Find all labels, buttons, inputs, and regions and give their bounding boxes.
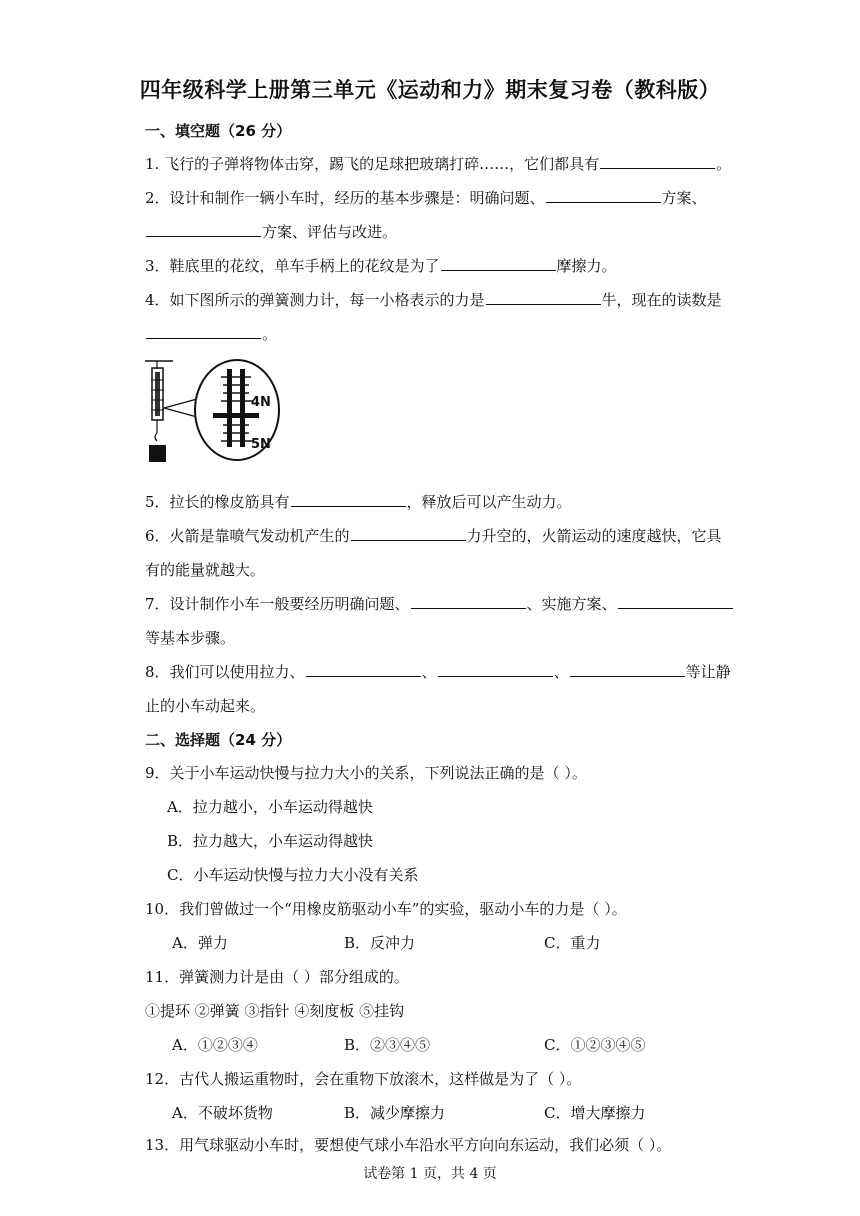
question-12: 12．古代人搬运重物时，会在重物下放滚木，这样做是为了（ ）。 <box>145 1070 582 1088</box>
answer-blank[interactable] <box>146 221 261 237</box>
q8-sep-2: 、 <box>553 663 569 681</box>
answer-blank[interactable] <box>570 661 685 677</box>
q8-text-d: 等让静 <box>685 663 731 681</box>
q4-text-b: 牛，现在的读数是 <box>601 291 722 309</box>
question-3 <box>145 255 617 276</box>
q2-text-b: 方案、 <box>661 189 707 207</box>
answer-blank[interactable] <box>486 289 601 305</box>
question-10: 10．我们曾做过一个“用橡皮筋驱动小车”的实验，驱动小车的力是（ ）。 <box>145 900 627 918</box>
q9-option-c[interactable]: C．小车运动快慢与拉力大小没有关系 <box>167 866 419 884</box>
q3-text: 3．鞋底里的花纹，单车手柄上的花纹是为了 <box>145 257 440 275</box>
question-7-cont <box>145 627 235 648</box>
q6-text-c: 有的能量就越大。 <box>145 561 266 579</box>
question-8 <box>145 661 731 682</box>
q5-end: ，释放后可以产生动力。 <box>406 493 572 511</box>
question-2-cont <box>145 221 397 242</box>
q6-text: 6．火箭是靠喷气发动机产生的 <box>145 527 350 545</box>
question-4 <box>145 289 722 310</box>
q4-text: 4．如下图所示的弹簧测力计，每一小格表示的力是 <box>145 291 485 309</box>
q11-parts: ①提环 ②弹簧 ③指针 ④刻度板 ⑤挂钩 <box>145 1002 405 1020</box>
question-7 <box>145 593 734 614</box>
page-footer: 试卷第 1 页，共 4 页 <box>363 1166 497 1182</box>
q1-text: 1. 飞行的子弹将物体击穿，踢飞的足球把玻璃打碎……，它们都具有 <box>145 155 600 173</box>
q8-text: 8．我们可以使用拉力、 <box>145 663 305 681</box>
question-8-cont <box>145 695 265 716</box>
q10-option-b[interactable]: B．反冲力 <box>344 934 416 952</box>
q9-option-a[interactable]: A．拉力越小，小车运动得越快 <box>167 798 373 816</box>
question-11: 11．弹簧测力计是由（ ）部分组成的。 <box>145 968 409 986</box>
page-title: 四年级科学上册第三单元《运动和力》期末复习卷（教科版） <box>139 78 721 102</box>
label-5n: 5N <box>251 437 271 452</box>
spring-scale-figure <box>143 355 283 471</box>
question-9: 9．关于小车运动快慢与拉力大小的关系，下列说法正确的是（ ）。 <box>145 764 587 782</box>
q9-option-b[interactable]: B．拉力越大，小车运动得越快 <box>167 832 374 850</box>
answer-blank[interactable] <box>438 661 553 677</box>
answer-blank[interactable] <box>351 525 466 541</box>
q8-sep-1: 、 <box>421 663 437 681</box>
q11-option-b[interactable]: B．②③④⑤ <box>344 1036 431 1054</box>
answer-blank[interactable] <box>546 187 661 203</box>
q5-text: 5．拉长的橡皮筋具有 <box>145 493 290 511</box>
q6-text-b: 力升空的，火箭运动的速度越快，它具 <box>466 527 722 545</box>
question-6 <box>145 525 722 546</box>
section-fill-in: 一、填空题（26 分） <box>145 122 292 140</box>
answer-blank[interactable] <box>306 661 421 677</box>
question-1 <box>145 153 731 174</box>
q8-text-e: 止的小车动起来。 <box>145 697 266 715</box>
question-4-cont <box>145 323 277 344</box>
q7-text-b: 、实施方案、 <box>526 595 617 613</box>
q11-option-a[interactable]: A．①②③④ <box>172 1036 258 1054</box>
q10-option-c[interactable]: C．重力 <box>544 934 601 952</box>
question-5 <box>145 491 572 512</box>
q10-option-a[interactable]: A．弹力 <box>172 934 228 952</box>
question-2 <box>145 187 707 208</box>
q12-option-a[interactable]: A．不破坏货物 <box>172 1104 273 1122</box>
q7-text-c: 等基本步骤。 <box>145 629 236 647</box>
answer-blank[interactable] <box>600 153 715 169</box>
spring-scale-diagram <box>143 355 283 467</box>
answer-blank[interactable] <box>411 593 526 609</box>
q4-end: 。 <box>262 325 278 343</box>
answer-blank[interactable] <box>618 593 733 609</box>
q7-text: 7．设计制作小车一般要经历明确问题、 <box>145 595 410 613</box>
label-4n: 4N <box>251 395 271 410</box>
q2-text-c: 方案、评估与改进。 <box>262 223 398 241</box>
q11-option-c[interactable]: C．①②③④⑤ <box>544 1036 646 1054</box>
q2-text: 2．设计和制作一辆小车时，经历的基本步骤是：明确问题、 <box>145 189 545 207</box>
question-6-cont <box>145 559 265 580</box>
answer-blank[interactable] <box>441 255 556 271</box>
answer-blank[interactable] <box>146 323 261 339</box>
pointer-mark <box>213 413 259 418</box>
q1-end: 。 <box>716 155 732 173</box>
answer-blank[interactable] <box>291 491 406 507</box>
question-13: 13．用气球驱动小车时，要想使气球小车沿水平方向向东运动，我们必须（ ）。 <box>145 1136 672 1154</box>
q12-option-b[interactable]: B．减少摩擦力 <box>344 1104 446 1122</box>
section-choice: 二、选择题（24 分） <box>145 731 292 749</box>
q12-option-c[interactable]: C．增大摩擦力 <box>544 1104 646 1122</box>
q3-end: 摩擦力。 <box>556 257 617 275</box>
